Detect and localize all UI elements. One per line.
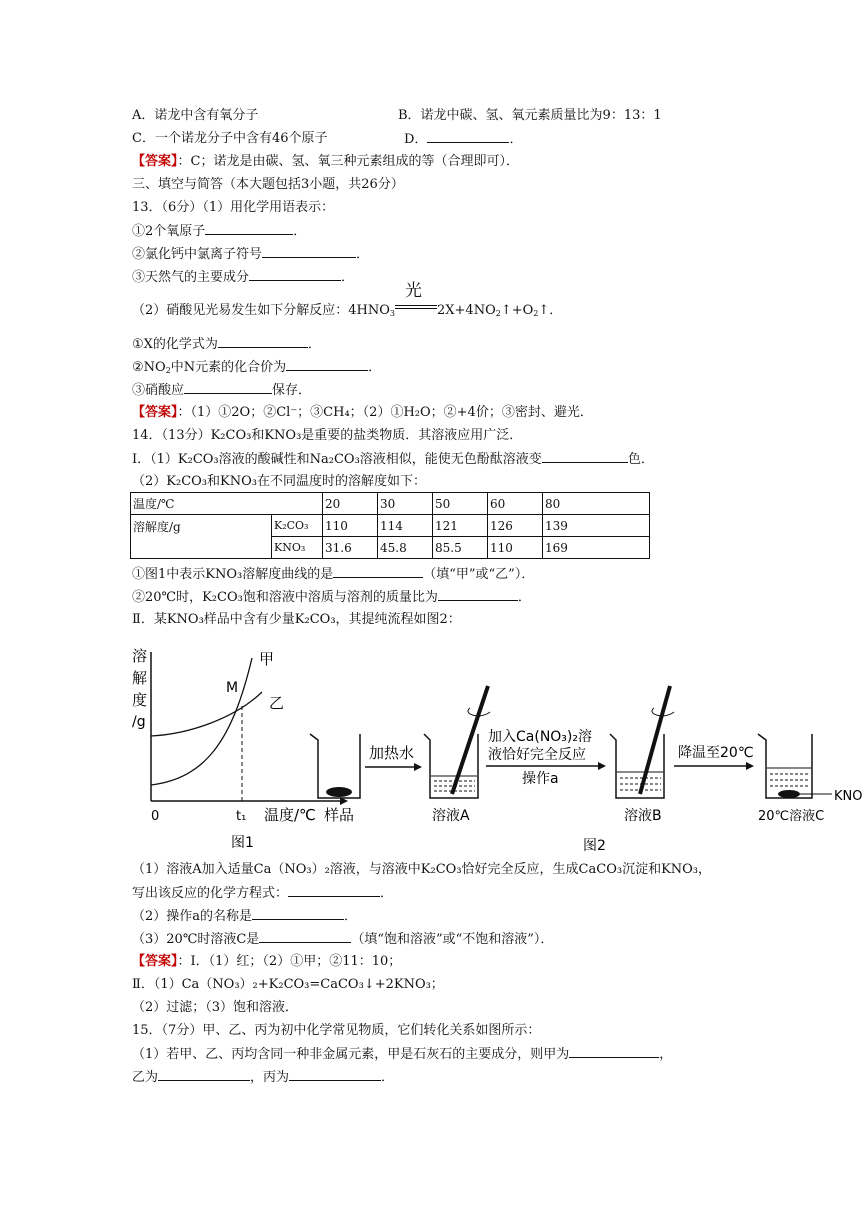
q14-part-2: （2）K₂CO₃和KNO₃在不同温度时的溶解度如下： <box>132 474 426 489</box>
q13-item-2: ②氯化钙中氯离子符号 ． <box>132 247 370 262</box>
q13-answer: 【答案】：（1）①2O；②Cl⁻；③CH₄；（2）①H₂O；②+4价；③密封、避光． <box>132 405 593 420</box>
q12-option-c: C．一个诺龙分子中含有46个原子 <box>132 131 328 146</box>
temp-cell: 80 <box>543 493 650 515</box>
q14-answer-2: Ⅱ．（1）Ca（NO₃）₂+K₂CO₃=CaCO₃↓+2KNO₃； <box>132 977 444 992</box>
q13-heading: 13．（6分）（1）用化学用语表示： <box>132 200 335 215</box>
step-1-label: 加热水 <box>369 744 415 762</box>
q15-line-1: （1）若甲、乙、丙均含同一种非金属元素，甲是石灰石的主要成分，则甲为 ， <box>132 1047 673 1062</box>
q12-option-a: A．诺龙中含有氧分子 <box>132 108 259 123</box>
answer-tag: 【答案】 <box>132 954 178 969</box>
q14-answer: 【答案】：Ⅰ．（1）红；（2）①甲；②11：10； <box>132 954 402 969</box>
point-m-label: M <box>226 680 239 696</box>
step-2-line-3: 操作a <box>522 771 559 787</box>
solubility-table <box>130 492 650 559</box>
step-2-line-1: 加入Ca(NO₃)₂溶 <box>488 729 592 745</box>
value-cell: 110 <box>323 515 378 537</box>
ylabel-1: 溶 <box>132 647 148 665</box>
q14-step-2: （2）操作a的名称是 ． <box>132 909 358 924</box>
q14-step-1: （1）溶液A加入适量Ca（NO₃）₂溶液，与溶液中K₂CO₃恰好完全反应，生成CaCO₃沉淀和KNO₃， <box>132 862 712 877</box>
q13-item-3: ③天然气的主要成分 ． <box>132 270 355 285</box>
kno3-label: KNO <box>834 789 863 804</box>
q13-item-1: ①2个氧原子 ． <box>132 224 307 239</box>
figure-2-caption: 图2 <box>583 838 606 854</box>
label-jia: 甲 <box>259 650 275 668</box>
figure-1-graph <box>132 647 348 851</box>
value-cell: 139 <box>543 515 650 537</box>
ylabel-4: /g <box>132 714 146 730</box>
value-cell: 31.6 <box>323 537 378 559</box>
temp-label: 温度/℃ <box>131 493 323 515</box>
answer-tag: 【答案】 <box>132 154 178 169</box>
q13-item-6: ③硝酸应 保存． <box>132 383 312 398</box>
q14-sub-1: ①图1中表示KNO₃溶解度曲线的是 （填“甲”或“乙”）． <box>132 567 535 582</box>
origin-label: 0 <box>151 809 160 824</box>
curve-jia <box>151 658 252 785</box>
curve-yi <box>151 692 262 736</box>
value-cell: 121 <box>433 515 488 537</box>
temp-cell: 30 <box>378 493 433 515</box>
q14-heading: 14．（13分）K₂CO₃和KNO₃是重要的盐类物质．其溶液应用广泛． <box>132 428 523 443</box>
solution-b-label: 溶液B <box>624 808 662 824</box>
q12-option-b: B．诺龙中碳、氢、氧元素质量比为9：13：1 <box>398 108 662 123</box>
xlabel: 温度/℃ <box>264 806 316 824</box>
light-condition: 光 <box>405 281 423 301</box>
step-2-line-2: 液恰好完全反应 <box>488 747 586 763</box>
value-cell: 110 <box>488 537 543 559</box>
q14-part-1: Ⅰ．（1）K₂CO₃溶液的酸碱性和Na₂CO₃溶液相似，能使无色酚酞溶液变 色． <box>132 452 654 467</box>
q15-heading: 15．（7分）甲、乙、丙为初中化学常见物质，它们转化关系如图所示： <box>132 1023 541 1038</box>
sample-label: 样品 <box>324 806 355 824</box>
ylabel-3: 度 <box>132 691 148 709</box>
q14-sub-2: ②20℃时，K₂CO₃饱和溶液中溶质与溶剂的质量比为 ． <box>132 590 531 605</box>
q13-part-2: （2）硝酸见光易发生如下分解反应：$4HNO_3$ 光 $2X+4NO_2↑+O_2↑$． <box>132 281 563 318</box>
q12-answer: 【答案】：C；诺龙是由碳、氢、氧三种元素组成的等（合理即可）． <box>132 154 519 169</box>
t1-label: t₁ <box>236 809 247 824</box>
figure-area <box>0 630 865 860</box>
row-name: K₂CO₃ <box>272 515 323 537</box>
temp-cell: 60 <box>488 493 543 515</box>
ylabel-2: 解 <box>132 669 148 687</box>
q12-option-d: D． ． <box>404 132 523 147</box>
solution-c-label: 20℃溶液C <box>758 809 825 824</box>
solution-a-label: 溶液A <box>432 808 470 824</box>
temp-cell: 50 <box>433 493 488 515</box>
q14-part-ii: Ⅱ．某KNO₃样品中含有少量K₂CO₃，其提纯流程如图2： <box>132 612 461 627</box>
value-cell: 126 <box>488 515 543 537</box>
temp-cell: 20 <box>323 493 378 515</box>
value-cell: 169 <box>543 537 650 559</box>
solubility-label: 溶解度/g <box>131 515 272 559</box>
section-3-heading: 三、填空与简答（本大题包括3小题，共26分） <box>132 177 404 192</box>
q14-step-1b: 写出该反应的化学方程式： ． <box>132 886 394 901</box>
value-cell: 45.8 <box>378 537 433 559</box>
value-cell: 114 <box>378 515 433 537</box>
figure-1-caption: 图1 <box>231 835 254 851</box>
q13-item-4: ①X的化学式为 ． <box>132 337 321 352</box>
label-yi: 乙 <box>269 694 285 712</box>
q15-line-2: 乙为 ，丙为 ． <box>132 1070 395 1085</box>
figure-2-flow <box>310 686 862 854</box>
q14-step-3: （3）20℃时溶液C是 （填“饱和溶液”或“不饱和溶液”）． <box>132 932 554 947</box>
row-name: KNO₃ <box>272 537 323 559</box>
step-3-label: 降温至20℃ <box>678 745 754 761</box>
q14-answer-3: （2）过滤；（3）饱和溶液． <box>132 1000 299 1015</box>
q13-item-5: $②NO_2$中N元素的化合价为 ． <box>132 360 382 375</box>
answer-tag: 【答案】 <box>132 405 178 420</box>
value-cell: 85.5 <box>433 537 488 559</box>
